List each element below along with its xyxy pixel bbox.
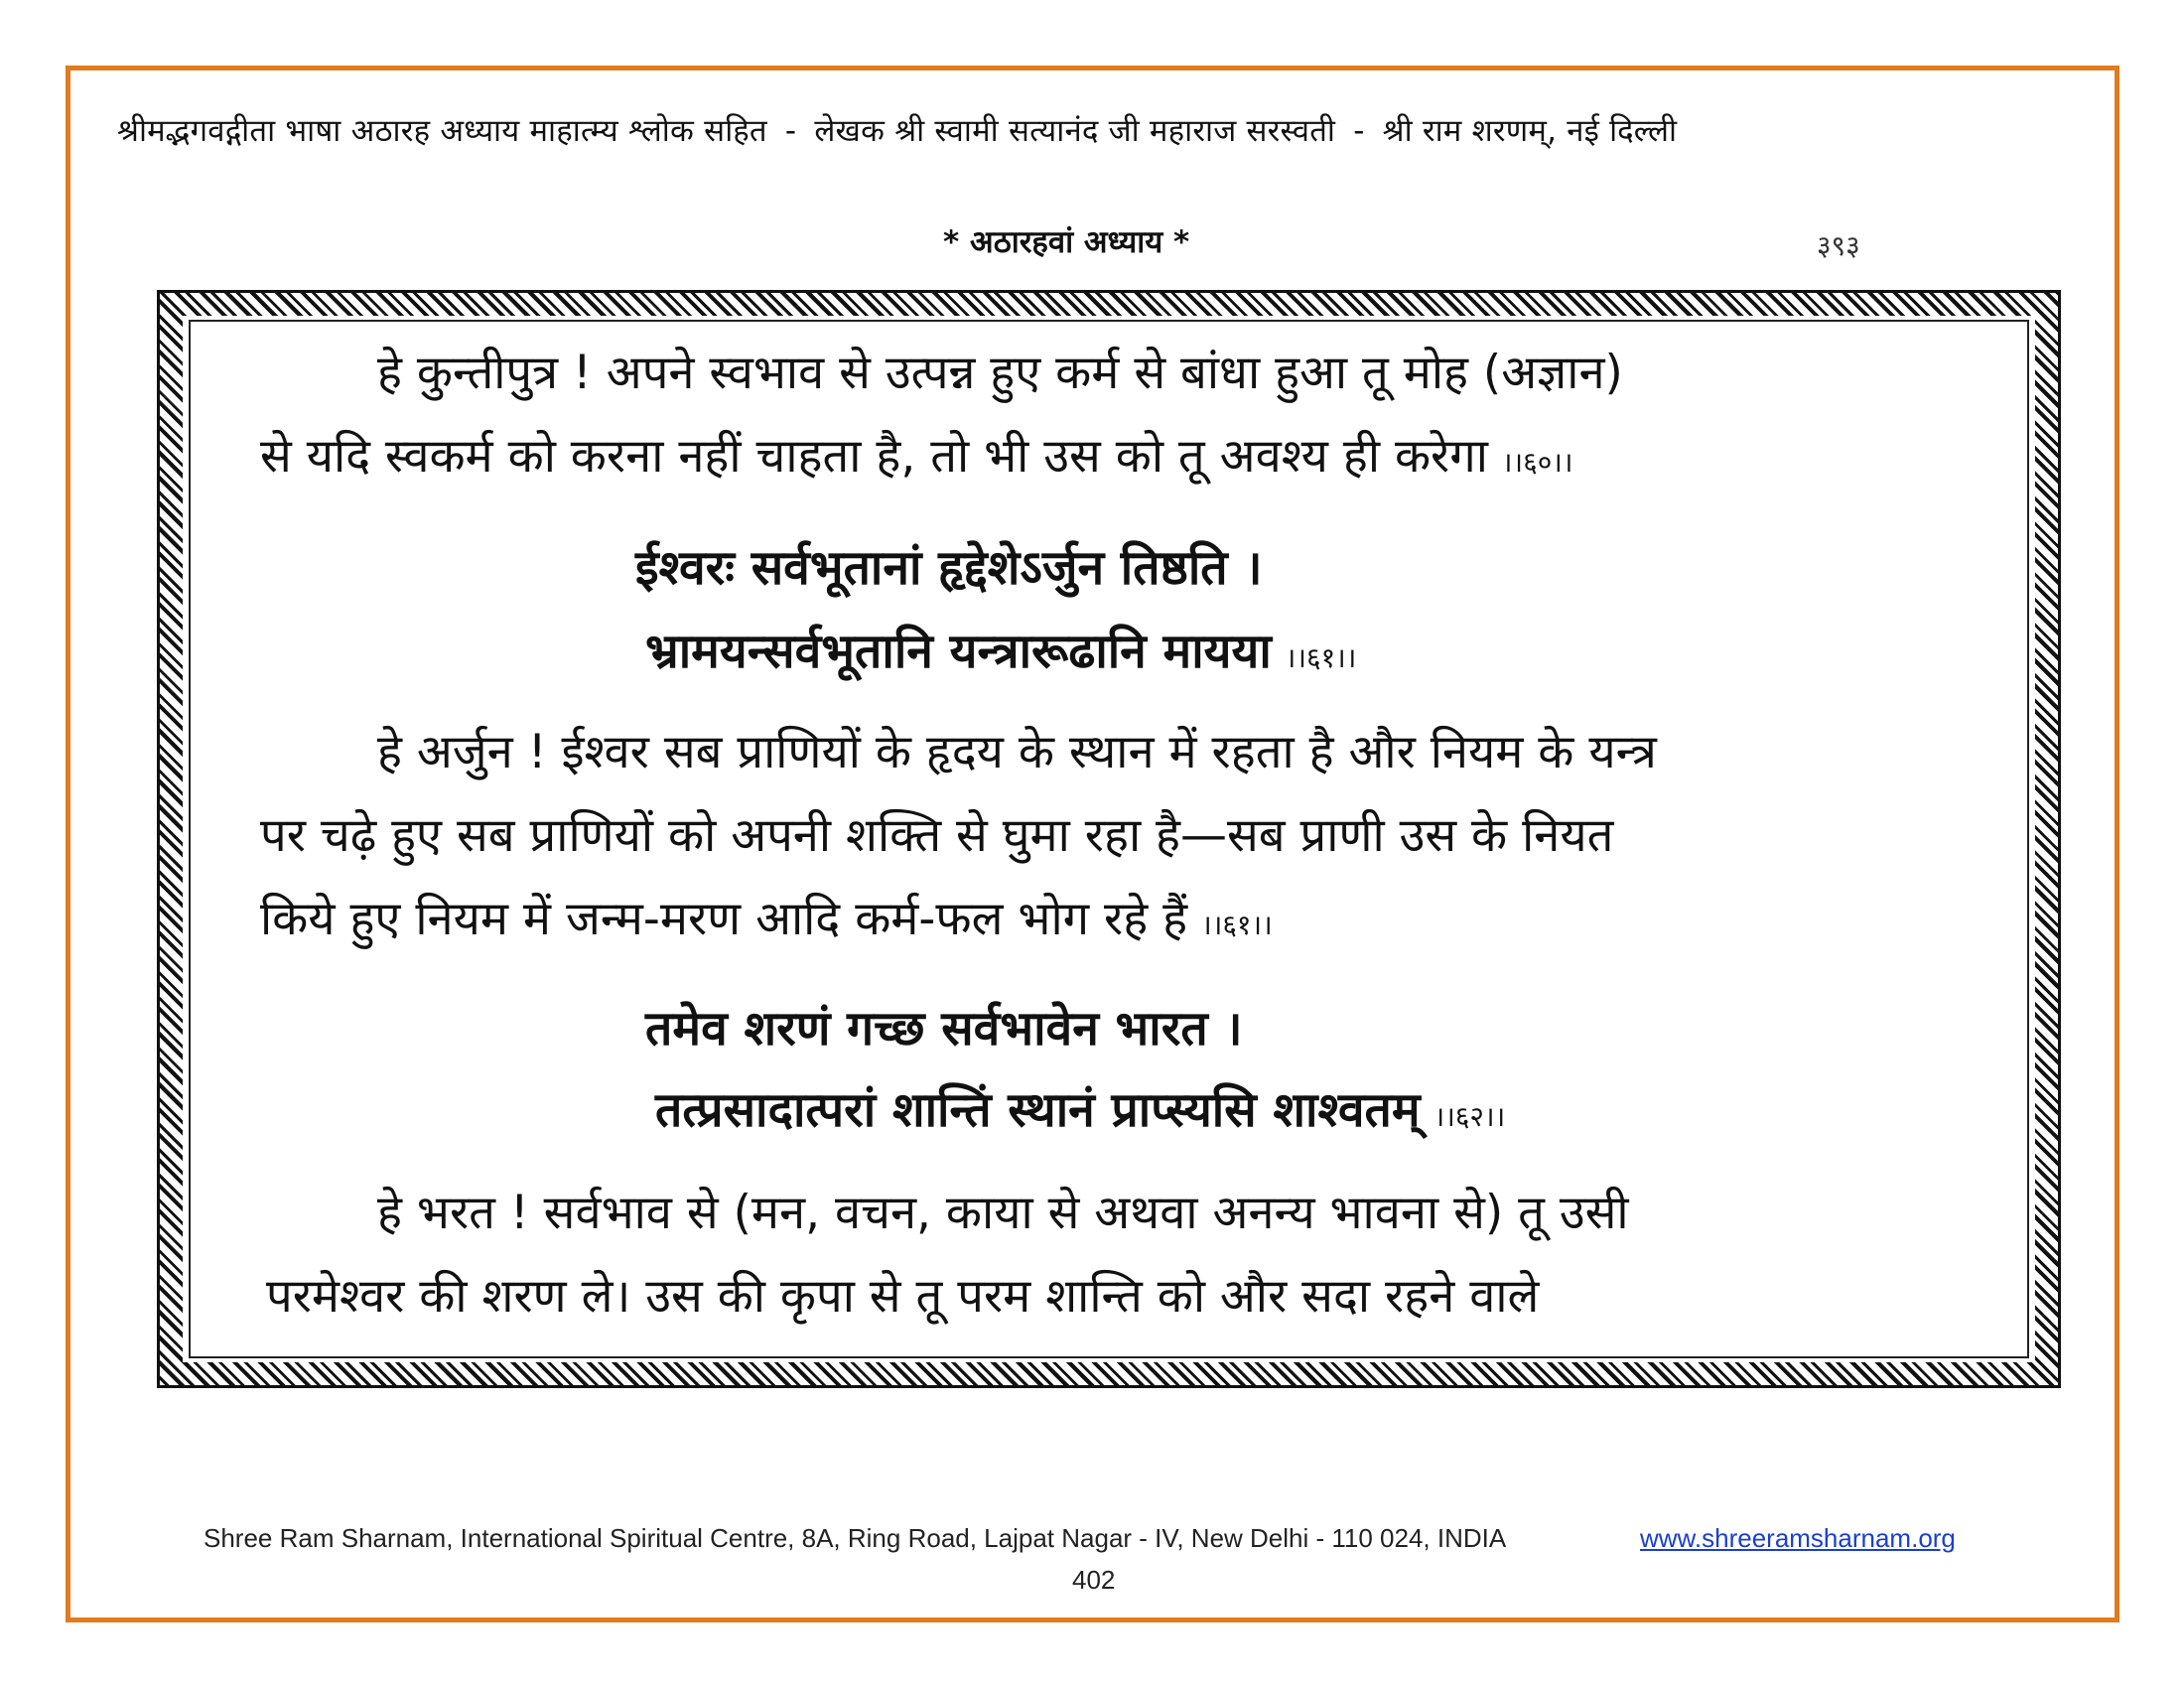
book-title: श्रीमद्भगवद्गीता भाषा <box>117 113 341 149</box>
verse-61-text: भ्रामयन्सर्वभूतानि यन्त्रारूढानि मायया <box>645 624 1272 679</box>
verse-number: ।।६२।। <box>1433 1100 1506 1133</box>
verse-61-line-2 <box>645 624 1357 679</box>
author-prefix: लेखक <box>814 113 886 149</box>
paragraph-61-line-1: हे अर्जुन ! ईश्वर सब प्राणियों के हृदय के स्थान में रहता है और नियम के यन्त्र <box>377 725 1657 779</box>
author-name: श्री स्वामी सत्यानंद जी महाराज सरस्वती <box>894 113 1336 149</box>
verse-62-text: तत्प्रसादात्परां शान्तिं स्थानं प्राप्स्यसि शाश्वतम् <box>655 1082 1421 1138</box>
verse-61-line-1: ईश्वरः सर्वभूतानां हृद्देशेऽर्जुन तिष्ठति । <box>635 540 1263 596</box>
chapter-heading: * अठारहवां अध्याय * <box>943 224 1190 260</box>
footer-page-number: 402 <box>1072 1565 1116 1595</box>
paragraph-61-line-2: पर चढ़े हुए सब प्राणियों को अपनी शक्ति से घुमा रहा है—सब प्राणी उस के नियत <box>260 808 1614 863</box>
scan-page-number: ३९३ <box>1817 229 1860 262</box>
page-header <box>117 109 2083 151</box>
header-separator: - <box>784 113 797 149</box>
verse-62-line-1: तमेव शरणं गच्छ सर्वभावेन भारत । <box>645 1001 1243 1056</box>
verse-number: ।।६१।। <box>1201 909 1273 941</box>
paragraph-61-line-3 <box>260 892 1273 946</box>
publisher-name: श्री राम शरणम्, नई दिल्ली <box>1382 113 1678 149</box>
paragraph-61-text: किये हुए नियम में जन्म-मरण आदि कर्म-फल भोग रहे हैं <box>260 892 1188 946</box>
paragraph-62-line-1: हे भरत ! सर्वभाव से (मन, वचन, काया से अथवा अनन्य भावना से) तू उसी <box>377 1186 1629 1240</box>
paragraph-60-line-1: हे कुन्तीपुत्र ! अपने स्वभाव से उत्पन्न हुए कर्म से बांधा हुआ तू मोह (अज्ञान) <box>377 346 1623 400</box>
paragraph-60-line-2 <box>260 429 1573 484</box>
header-separator: - <box>1353 113 1365 149</box>
paragraph-62-line-2: परमेश्वर की शरण ले। उस की कृपा से तू परम शान्ति को और सदा रहने वाले <box>266 1269 1540 1324</box>
verse-62-line-2 <box>655 1082 1506 1138</box>
verse-number: ।।६०।। <box>1501 446 1573 479</box>
footer-address: Shree Ram Sharnam, International Spiritual Centre, 8A, Ring Road, Lajpat Nagar - IV, New Delhi - 110 024, INDIA <box>204 1523 1507 1553</box>
website-link[interactable]: www.shreeramsharnam.org <box>1640 1523 1956 1553</box>
paragraph-60-text: से यदि स्वकर्म को करना नहीं चाहता है, तो भी उस को तू अवश्य ही करेगा <box>260 429 1488 484</box>
book-subtitle: अठारह अध्याय माहात्म्य श्लोक सहित <box>350 113 767 149</box>
verse-number: ।।६१।। <box>1285 641 1357 674</box>
